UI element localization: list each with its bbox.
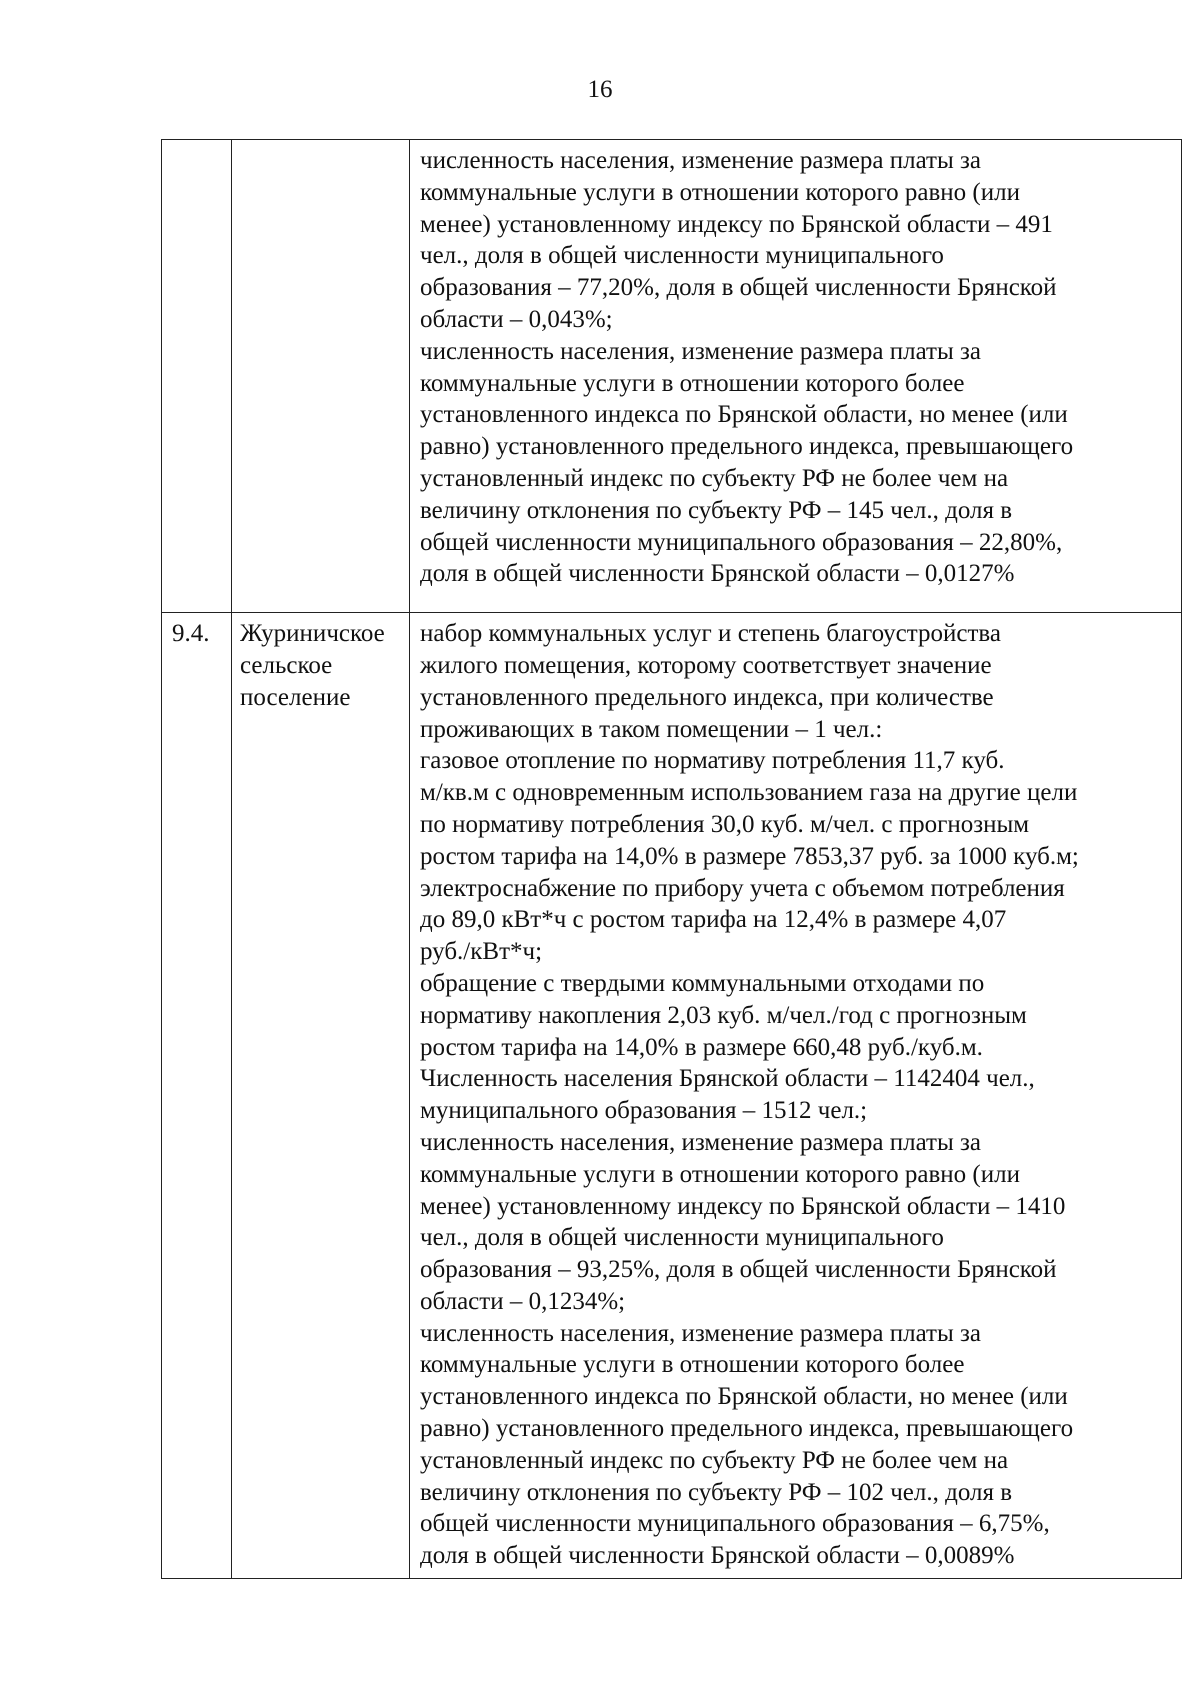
text-line: коммунальные услуги в отношении которого равно (или: [420, 1160, 1020, 1188]
text-line: менее) установленному индексу по Брянской области – 1410: [420, 1192, 1066, 1220]
text-line: установленного предельного индекса, при количестве: [420, 683, 994, 711]
row-number-cell: 9.4.: [162, 613, 232, 1579]
text-line: чел., доля в общей численности муниципального: [420, 242, 944, 270]
text-line: коммунальные услуги в отношении которого равно (или: [420, 178, 1020, 206]
text-line: коммунальные услуги в отношении которого более: [420, 369, 965, 397]
text-line: образования – 93,25%, доля в общей численности Брянской: [420, 1256, 1057, 1284]
text-line: установленный индекс по субъекту РФ не более чем на: [420, 464, 1009, 492]
text-line: руб./кВт*ч;: [420, 938, 543, 966]
text-line: газовое отопление по нормативу потребления 11,7 куб.: [420, 747, 1005, 775]
text-line: численность населения, изменение размера платы за: [420, 147, 981, 174]
text-line: Журиничское: [240, 620, 385, 648]
text-line: величину отклонения по субъекту РФ – 145 чел., доля в: [420, 496, 1013, 524]
text-line: величину отклонения по субъекту РФ – 102 чел., доля в: [420, 1478, 1013, 1506]
text-line: менее) установленному индексу по Брянской области – 491: [420, 210, 1053, 238]
text-line: м/кв.м с одновременным использованием газа на другие цели: [420, 779, 1078, 807]
text-line: чел., доля в общей численности муниципального: [420, 1224, 944, 1252]
text-line: численность населения, изменение размера платы за: [420, 1319, 981, 1347]
text-line: проживающих в таком помещении – 1 чел.:: [420, 715, 883, 743]
text-line: ростом тарифа на 14,0% в размере 660,48 руб./куб.м.: [420, 1033, 983, 1061]
text-line: численность населения, изменение размера платы за: [420, 1128, 981, 1156]
text-line: коммунальные услуги в отношении которого более: [420, 1351, 965, 1379]
page-number: 16: [587, 76, 613, 103]
indices-table: [161, 139, 1182, 1579]
text-line: ростом тарифа на 14,0% в размере 7853,37 руб. за 1000 куб.м;: [420, 842, 1079, 870]
text-line: области – 0,043%;: [420, 305, 613, 333]
text-line: установленного индекса по Брянской области, но менее (или: [420, 401, 1068, 429]
text-line: общей численности муниципального образования – 22,80%,: [420, 528, 1063, 556]
text-line: муниципального образования – 1512 чел.;: [420, 1097, 868, 1125]
text-line: равно) установленного предельного индекса, превышающего: [420, 433, 1074, 461]
description-cell: [410, 140, 1182, 613]
table-row: [162, 140, 1182, 613]
text-line: до 89,0 кВт*ч с ростом тарифа на 12,4% в размере 4,07: [420, 906, 1007, 934]
text-line: численность населения, изменение размера платы за: [420, 337, 981, 365]
text-line: доля в общей численности Брянской области – 0,0127%: [420, 560, 1015, 588]
text-line: Численность населения Брянской области – 1142404 чел.,: [420, 1065, 1035, 1093]
row-number-cell: [162, 140, 232, 613]
text-line: поселение: [240, 683, 351, 711]
text-line: равно) установленного предельного индекса, превышающего: [420, 1415, 1074, 1443]
settlement-name-cell: [232, 140, 410, 613]
table-row: [162, 613, 1182, 1579]
text-line: образования – 77,20%, доля в общей численности Брянской: [420, 274, 1057, 302]
text-line: общей численности муниципального образования – 6,75%,: [420, 1510, 1050, 1538]
settlement-name-cell: [232, 613, 410, 1579]
text-line: области – 0,1234%;: [420, 1287, 626, 1315]
text-line: электроснабжение по прибору учета с объемом потребления: [420, 874, 1065, 902]
text-line: жилого помещения, которому соответствует значение: [420, 651, 992, 679]
description-cell: [410, 613, 1182, 1579]
text-line: установленный индекс по субъекту РФ не более чем на: [420, 1446, 1009, 1474]
text-line: сельское: [240, 651, 333, 679]
text-line: доля в общей численности Брянской области – 0,0089%: [420, 1542, 1015, 1570]
text-line: обращение с твердыми коммунальными отходами по: [420, 969, 985, 997]
text-line: по нормативу потребления 30,0 куб. м/чел. с прогнозным: [420, 810, 1030, 838]
text-line: установленного индекса по Брянской области, но менее (или: [420, 1383, 1068, 1411]
text-line: набор коммунальных услуг и степень благоустройства: [420, 620, 1001, 648]
text-line: нормативу накопления 2,03 куб. м/чел./год с прогнозным: [420, 1001, 1027, 1029]
